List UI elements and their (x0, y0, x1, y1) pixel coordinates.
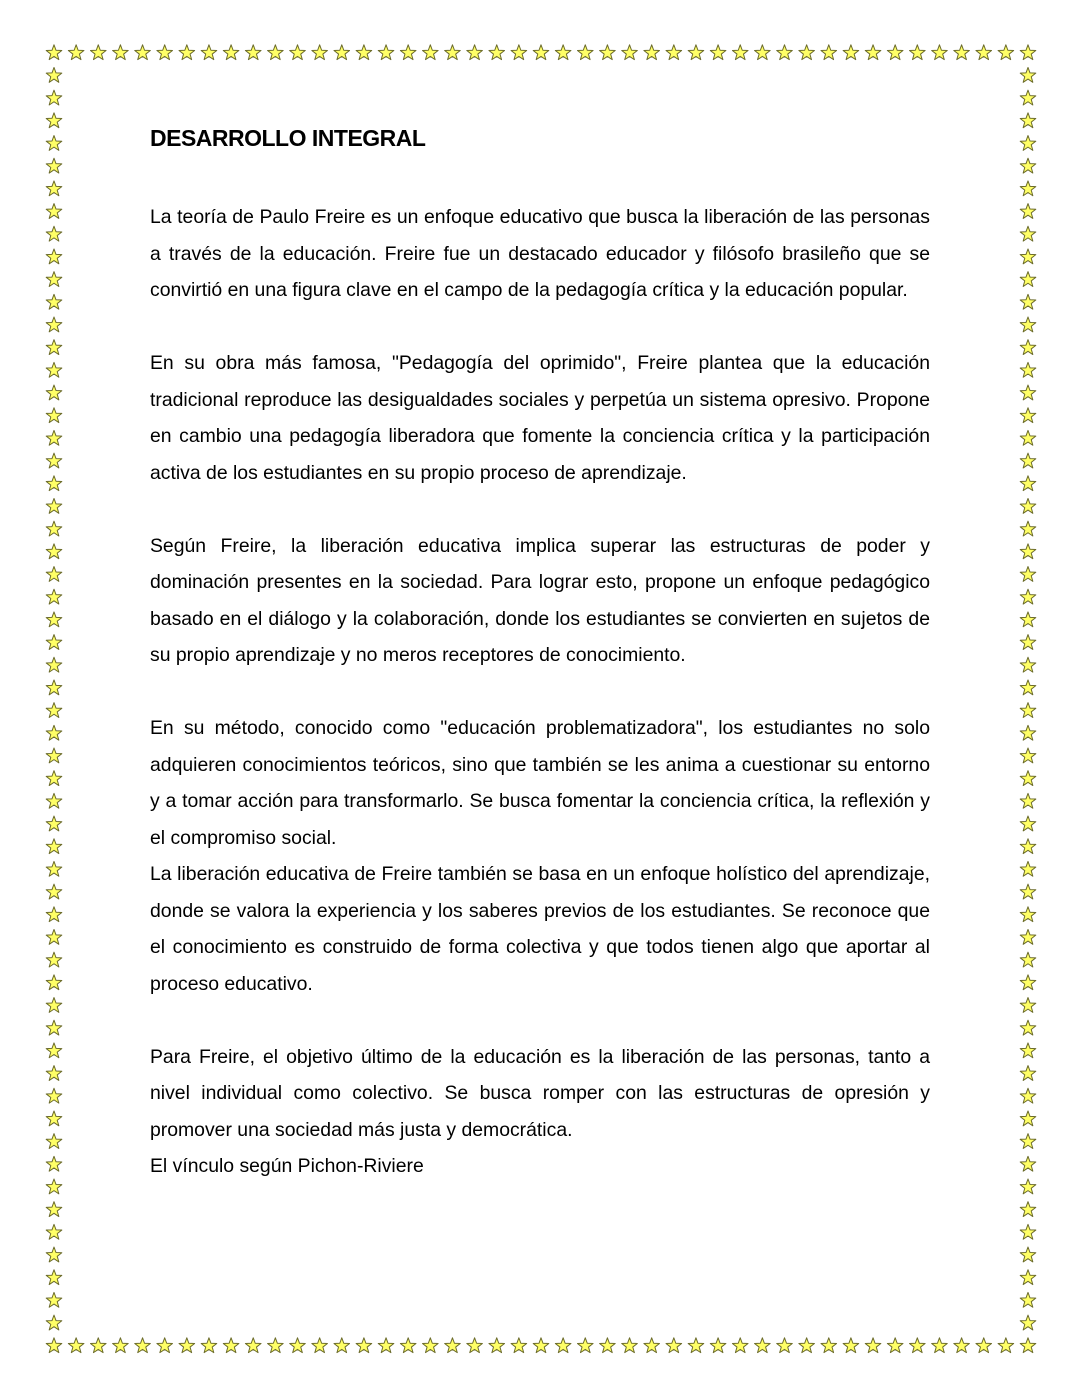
star-icon (290, 1338, 306, 1353)
star-icon (46, 430, 62, 445)
star-icon (1020, 113, 1036, 128)
star-icon (312, 45, 328, 60)
star-icon (577, 45, 593, 60)
star-icon (511, 45, 527, 60)
star-icon (46, 1043, 62, 1058)
star-icon (1020, 1020, 1036, 1035)
star-icon (1020, 226, 1036, 241)
star-icon (1020, 476, 1036, 491)
star-icon (1020, 861, 1036, 876)
paragraph-pedagogia-oprimido: En su obra más famosa, "Pedagogía del oprimido", Freire plantea que la educación tradicional reproduce las desigualdades sociales y perpetúa un sistema opresivo. Propone en cambio una pedagogía liberadora que fomente la conciencia crítica y la participación activa de los estudiantes en su propio proceso de aprendizaje. (150, 352, 930, 484)
star-icon (378, 1338, 394, 1353)
star-icon (799, 45, 815, 60)
star-icon (865, 45, 881, 60)
star-icon (46, 567, 62, 582)
star-icon (46, 1179, 62, 1194)
star-icon (135, 45, 151, 60)
star-icon (1020, 90, 1036, 105)
star-icon (1020, 1134, 1036, 1149)
star-icon (223, 45, 239, 60)
star-icon (423, 45, 439, 60)
star-icon (865, 1338, 881, 1353)
star-icon (245, 1338, 261, 1353)
star-icon (998, 1338, 1014, 1353)
star-icon (732, 1338, 748, 1353)
star-icon (157, 45, 173, 60)
star-icon (201, 45, 217, 60)
star-icon (1020, 635, 1036, 650)
star-icon (46, 1134, 62, 1149)
star-icon (1020, 1338, 1036, 1353)
star-icon (489, 1338, 505, 1353)
star-icon (577, 1338, 593, 1353)
star-icon (46, 884, 62, 899)
star-icon (46, 975, 62, 990)
star-icon (68, 1338, 84, 1353)
star-icon (46, 1224, 62, 1239)
paragraph-objetivo-ultimo: Para Freire, el objetivo último de la educación es la liberación de las personas, tanto a nivel individual como colectivo. Se busca romper con las estructuras de opresión y promover una sociedad más justa y democrática. (150, 1045, 930, 1141)
star-icon (90, 1338, 106, 1353)
star-icon (1020, 907, 1036, 922)
star-icon (46, 317, 62, 332)
star-icon (666, 1338, 682, 1353)
star-icon (1020, 680, 1036, 695)
star-icon (1020, 521, 1036, 536)
star-icon (46, 1156, 62, 1171)
star-icon (1020, 45, 1036, 60)
star-icon (46, 839, 62, 854)
star-icon (1020, 703, 1036, 718)
paragraph-educacion-problematizadora: En su método, conocido como "educación problematizadora", los estudiantes no solo adquieren conocimientos teóricos, sino que también se les anima a cuestionar su entorno y a tomar acción para transformarlo. Se busca fomentar la conciencia crítica, la reflexión y el compromiso social. (150, 717, 930, 849)
star-icon (555, 45, 571, 60)
star-icon (887, 1338, 903, 1353)
star-icon (1020, 816, 1036, 831)
star-icon (1020, 181, 1036, 196)
star-icon (46, 771, 62, 786)
star-icon (533, 45, 549, 60)
star-icon (755, 45, 771, 60)
star-icon (334, 1338, 350, 1353)
star-icon (644, 45, 660, 60)
star-icon (46, 1247, 62, 1262)
star-icon (46, 998, 62, 1013)
star-icon (1020, 975, 1036, 990)
star-icon (1020, 748, 1036, 763)
star-icon (998, 45, 1014, 60)
document-body (150, 122, 930, 1185)
star-icon (954, 45, 970, 60)
star-icon (46, 680, 62, 695)
star-icon (1020, 1202, 1036, 1217)
star-icon (910, 1338, 926, 1353)
star-icon (46, 521, 62, 536)
star-icon (46, 907, 62, 922)
star-icon (1020, 725, 1036, 740)
star-icon (46, 408, 62, 423)
star-icon (46, 1270, 62, 1285)
star-icon (777, 45, 793, 60)
star-icon (1020, 1156, 1036, 1171)
paragraph-vinculo-pichon-riviere: El vínculo según Pichon-Riviere (150, 1155, 424, 1177)
star-icon (821, 1338, 837, 1353)
star-icon (46, 1020, 62, 1035)
star-icon (910, 45, 926, 60)
star-icon (46, 929, 62, 944)
star-icon (46, 226, 62, 241)
star-icon (710, 45, 726, 60)
star-icon (644, 1338, 660, 1353)
star-icon (1020, 1292, 1036, 1307)
star-icon (932, 45, 948, 60)
star-icon (1020, 249, 1036, 264)
star-icon (755, 1338, 771, 1353)
star-icon (46, 249, 62, 264)
star-icon (688, 45, 704, 60)
star-icon (467, 1338, 483, 1353)
star-icon (46, 544, 62, 559)
star-icon (1020, 793, 1036, 808)
star-icon (46, 635, 62, 650)
star-icon (445, 45, 461, 60)
star-icon (932, 1338, 948, 1353)
star-icon (423, 1338, 439, 1353)
star-icon (688, 1338, 704, 1353)
star-icon (1020, 1315, 1036, 1330)
star-icon (666, 45, 682, 60)
star-icon (1020, 340, 1036, 355)
star-icon (799, 1338, 815, 1353)
star-icon (46, 1088, 62, 1103)
star-icon (245, 45, 261, 60)
star-icon (710, 1338, 726, 1353)
star-icon (46, 1066, 62, 1081)
star-icon (976, 45, 992, 60)
star-icon (1020, 657, 1036, 672)
star-icon (1020, 884, 1036, 899)
star-icon (600, 1338, 616, 1353)
star-icon (68, 45, 84, 60)
star-icon (312, 1338, 328, 1353)
star-icon (46, 294, 62, 309)
star-icon (467, 45, 483, 60)
star-icon (1020, 362, 1036, 377)
star-icon (1020, 136, 1036, 151)
star-icon (46, 181, 62, 196)
star-icon (46, 725, 62, 740)
star-icon (1020, 1179, 1036, 1194)
star-icon (1020, 839, 1036, 854)
star-icon (1020, 1043, 1036, 1058)
star-icon (976, 1338, 992, 1353)
star-icon (1020, 1088, 1036, 1103)
star-icon (843, 1338, 859, 1353)
star-icon (46, 1315, 62, 1330)
star-icon (1020, 1224, 1036, 1239)
star-icon (400, 1338, 416, 1353)
star-icon (46, 158, 62, 173)
star-icon (46, 204, 62, 219)
star-icon (378, 45, 394, 60)
star-icon (268, 45, 284, 60)
star-icon (46, 703, 62, 718)
star-icon (1020, 272, 1036, 287)
star-icon (1020, 952, 1036, 967)
star-icon (511, 1338, 527, 1353)
star-icon (1020, 544, 1036, 559)
star-icon (46, 793, 62, 808)
paragraph-liberacion-educativa: Según Freire, la liberación educativa implica superar las estructuras de poder y dominación presentes en la sociedad. Para lograr esto, propone un enfoque pedagógico basado en el diálogo y la colaboración, donde los estudiantes se convierten en sujetos de su propio aprendizaje y no meros receptores de conocimiento. (150, 534, 930, 666)
star-icon (600, 45, 616, 60)
paragraph-freire-intro: La teoría de Paulo Freire es un enfoque educativo que busca la liberación de las personas a través de la educación. Freire fue un destacado educador y filósofo brasileño que se convirtió en una figura clave en el campo de la pedagogía crítica y la educación popular. (150, 206, 930, 301)
star-icon (46, 272, 62, 287)
star-icon (1020, 1247, 1036, 1262)
star-icon (1020, 67, 1036, 82)
star-icon (46, 1111, 62, 1126)
star-icon (1020, 385, 1036, 400)
star-icon (533, 1338, 549, 1353)
document-title: DESARROLLO INTEGRAL (150, 125, 426, 151)
star-icon (46, 1292, 62, 1307)
star-icon (46, 816, 62, 831)
star-icon (1020, 317, 1036, 332)
star-icon (46, 67, 62, 82)
star-icon (1020, 430, 1036, 445)
star-icon (46, 748, 62, 763)
star-icon (1020, 1111, 1036, 1126)
star-icon (46, 362, 62, 377)
star-icon (46, 589, 62, 604)
star-icon (555, 1338, 571, 1353)
star-icon (1020, 1066, 1036, 1081)
paragraph-enfoque-holistico: La liberación educativa de Freire también se basa en un enfoque holístico del aprendizaje, donde se valora la experiencia y los saberes previos de los estudiantes. Se reconoce que el conocimiento es construido de forma colectiva y que todos tienen algo que aportar al proceso educativo. (150, 863, 930, 995)
star-icon (46, 1202, 62, 1217)
star-icon (179, 1338, 195, 1353)
star-icon (113, 1338, 129, 1353)
star-icon (46, 136, 62, 151)
star-icon (954, 1338, 970, 1353)
star-icon (356, 45, 372, 60)
star-icon (732, 45, 748, 60)
star-icon (887, 45, 903, 60)
star-icon (90, 45, 106, 60)
star-icon (1020, 771, 1036, 786)
star-icon (46, 657, 62, 672)
star-icon (445, 1338, 461, 1353)
star-icon (46, 90, 62, 105)
star-icon (1020, 204, 1036, 219)
star-icon (113, 45, 129, 60)
star-icon (46, 1338, 62, 1353)
star-icon (777, 1338, 793, 1353)
star-icon (46, 385, 62, 400)
star-icon (622, 45, 638, 60)
star-icon (489, 45, 505, 60)
star-icon (46, 45, 62, 60)
star-icon (1020, 408, 1036, 423)
star-icon (1020, 998, 1036, 1013)
star-icon (843, 45, 859, 60)
star-icon (1020, 1270, 1036, 1285)
star-icon (290, 45, 306, 60)
star-icon (1020, 294, 1036, 309)
star-icon (821, 45, 837, 60)
star-icon (1020, 567, 1036, 582)
star-icon (356, 1338, 372, 1353)
star-icon (223, 1338, 239, 1353)
star-icon (46, 498, 62, 513)
star-icon (46, 612, 62, 627)
star-icon (46, 113, 62, 128)
star-icon (135, 1338, 151, 1353)
star-icon (334, 45, 350, 60)
star-icon (46, 952, 62, 967)
star-icon (400, 45, 416, 60)
star-icon (1020, 498, 1036, 513)
star-icon (201, 1338, 217, 1353)
star-icon (1020, 612, 1036, 627)
star-icon (1020, 158, 1036, 173)
star-icon (46, 453, 62, 468)
star-icon (157, 1338, 173, 1353)
star-icon (46, 861, 62, 876)
star-icon (622, 1338, 638, 1353)
star-icon (1020, 929, 1036, 944)
star-icon (1020, 453, 1036, 468)
star-icon (268, 1338, 284, 1353)
star-icon (1020, 589, 1036, 604)
star-icon (46, 340, 62, 355)
star-icon (46, 476, 62, 491)
star-icon (179, 45, 195, 60)
